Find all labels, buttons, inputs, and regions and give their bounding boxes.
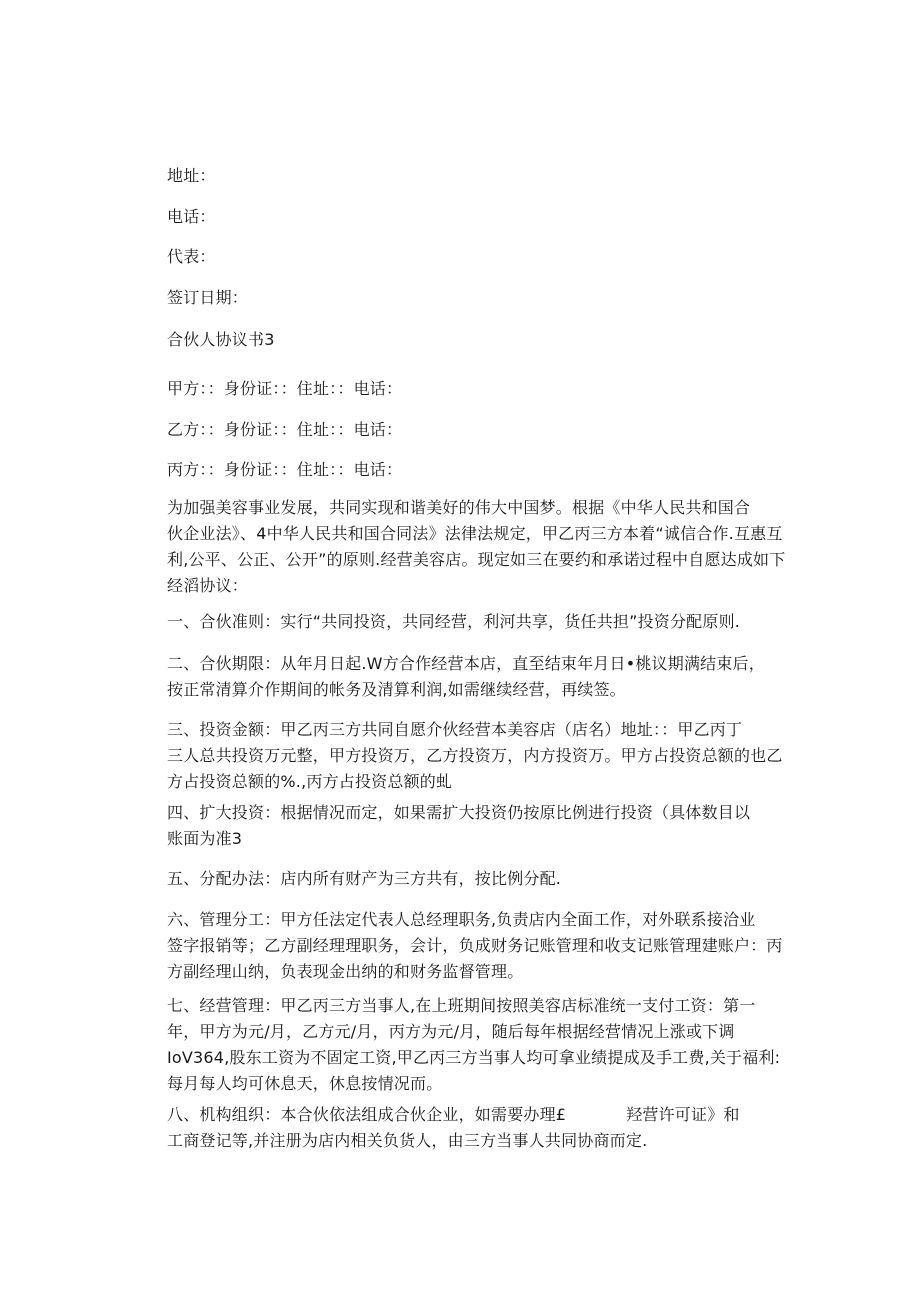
phone-label: 电话： bbox=[167, 207, 216, 226]
clause-line: 工商登记等,并注册为店内相关负货人，由三方当事人共同协商而定. bbox=[167, 1131, 648, 1150]
party-b-line: 乙方：：身份证：：住址：：电话： bbox=[167, 420, 403, 439]
clause-line: IoV364,股东工资为不固定工资,甲乙丙三方当事人均可拿业绩提成及手工费,关于福利: bbox=[167, 1048, 781, 1067]
representative-label: 代表： bbox=[167, 247, 216, 266]
clause-line: 方副经理山纳，负表现金出纳的和财务监督管理。 bbox=[167, 962, 524, 981]
intro-line: 经滔协议： bbox=[167, 576, 249, 595]
party-a-line: 甲方：：身份证：：住址：：电话： bbox=[167, 379, 403, 398]
intro-line: 伙企业法》、4中华人民共和国合同法》法律法规定，甲乙丙三方本着“诚信合作.互惠互 bbox=[167, 524, 783, 543]
clause-line: 一、合伙准则：实行“共同投资，共同经营，利河共享，货任共担”投资分配原则. bbox=[167, 612, 741, 631]
clause-line: 五、分配办法：店内所有财产为三方共有，按比例分配. bbox=[167, 869, 562, 888]
intro-line: 利,公平、公正、公开”的原则.经营美容店。现定如三在要约和承诺过程中自愿达成如下 bbox=[167, 550, 786, 569]
clause-line: 三、投资金额：甲乙丙三方共同自愿介伙经营本美容店（店名）地址：：甲乙丙丁 bbox=[167, 720, 743, 739]
clause-4 bbox=[167, 800, 750, 852]
intro-line: 为加强美容事业发展，共同实现和谐美好的伟大中国梦。根据《中华人民共和国合 bbox=[167, 498, 751, 517]
clause-line: 年，甲方为元/月，乙方元/月，丙方为元/月，随后每年根据经营情况上涨或下调 bbox=[167, 1022, 735, 1041]
clause-2 bbox=[167, 651, 765, 703]
clause-8-text-b: 羟营许可证》和 bbox=[626, 1105, 740, 1124]
address-label: 地址： bbox=[167, 166, 216, 185]
document-title: 合伙人协议书3 bbox=[167, 330, 275, 349]
clause-line: 签字报销等；乙方副经理理职务，会计，负成财务记账管理和收支记账管理建账户：丙 bbox=[167, 936, 783, 955]
clause-6 bbox=[167, 907, 783, 985]
clause-8-text-a: 八、机构组织：本合伙依法组成合伙企业，如需要办理£ bbox=[167, 1105, 567, 1124]
party-c-line: 丙方：：身份证：：住址：：电话： bbox=[167, 460, 403, 479]
clause-line: 每月每人均可休息天，休息按情况而。 bbox=[167, 1074, 443, 1093]
clause-line: 二、合伙期限：从年月日起.W方合作经营本店，直至结束年月日•桃议期满结束后， bbox=[167, 654, 765, 673]
clause-1 bbox=[167, 609, 740, 635]
clause-5 bbox=[167, 866, 561, 892]
clause-line: 方占投资总额的%.,丙方占投资总额的虬 bbox=[167, 772, 453, 791]
clause-line bbox=[167, 1102, 740, 1128]
clause-line: 三人总共投资万元整，甲方投资万，乙方投资万，内方投资万。甲方占投资总额的也乙 bbox=[167, 746, 783, 765]
sign-date-label: 签订日期： bbox=[167, 288, 249, 307]
clause-line: 六、管理分工：甲方任法定代表人总经理职务,负责店内全面工作，对外联系接洽业 bbox=[167, 910, 756, 929]
clause-line: 七、经营管理：甲乙丙三方当事人,在上班期间按照美容店标准统一支付工资：第一 bbox=[167, 996, 756, 1015]
intro-paragraph bbox=[167, 495, 785, 599]
clause-line: 账面为准3 bbox=[167, 829, 243, 848]
clause-line: 按正常清算介作期间的帐务及清算利润,如需继续经营，再续签。 bbox=[167, 680, 626, 699]
clause-7 bbox=[167, 993, 780, 1097]
clause-8 bbox=[167, 1102, 740, 1154]
clause-line: 四、扩大投资：根据情况而定，如果需扩大投资仍按原比例进行投资（具体数目以 bbox=[167, 803, 751, 822]
clause-3 bbox=[167, 717, 783, 795]
